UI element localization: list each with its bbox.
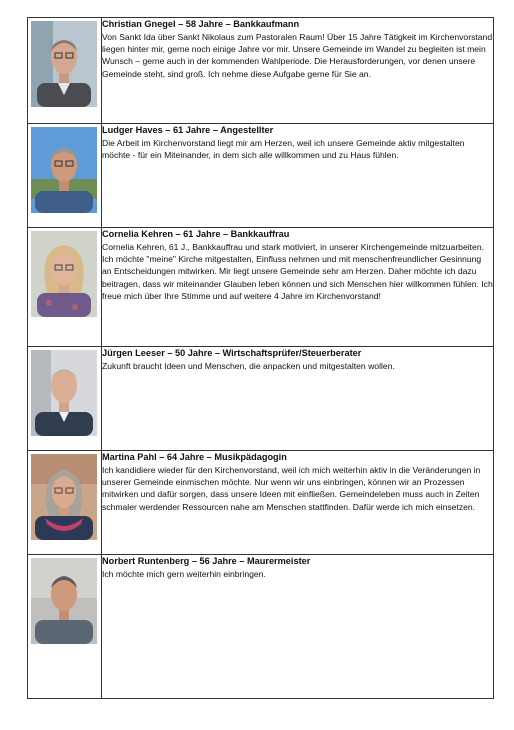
candidate-row	[28, 555, 494, 699]
candidate-row	[28, 347, 494, 451]
candidate-heading: Jürgen Leeser – 50 Jahre – Wirtschaftsprüfer/Steuerberater	[102, 348, 362, 358]
candidate-heading: Cornelia Kehren – 61 Jahre – Bankkauffrau	[102, 229, 290, 239]
candidate-bio: Die Arbeit im Kirchenvorstand liegt mir am Herzen, weil ich unsere Gemeinde aktiv mitgestalten möchte - für ein Miteinander, in dem sich alle willkommen und zu Haus fühlen.	[102, 137, 465, 160]
candidate-table	[27, 17, 494, 699]
candidate-heading: Martina Pahl – 64 Jahre – Musikpädagogin	[102, 452, 287, 462]
candidate-photo	[31, 231, 97, 317]
candidate-bio: Zukunft braucht Ideen und Menschen, die anpacken und mitgestalten wollen.	[102, 360, 395, 371]
candidate-bio: Ich kandidiere wieder für den Kirchenvorstand, weil ich mich weiterhin aktiv in die Veränderungen in unserer Gemeinde einmischen möchte. Nur wenn wir uns einbringen, können wir an Prozessen mitwirken und dafür sorgen, dass unsere Ideen mit einfließen. Gemeindeleben muss auch in Zeiten schmaler werdender Ressourcen nahe am Menschen stattfinden. Dafür werde ich mich einsetzen.	[102, 464, 481, 512]
candidate-row	[28, 228, 494, 347]
candidate-photo	[31, 454, 97, 540]
candidate-heading: Norbert Runtenberg – 56 Jahre – Maurermeister	[102, 556, 311, 566]
candidate-row	[28, 124, 494, 228]
candidate-photo	[31, 350, 97, 436]
candidate-photo	[31, 127, 97, 213]
candidate-photo	[31, 558, 97, 644]
candidate-photo	[31, 21, 97, 107]
candidate-bio: Von Sankt Ida über Sankt Nikolaus zum Pastoralen Raum! Über 15 Jahre Tätigkeit im Kirchenvorstand liegen hinter mir, gerne noch einige Jahre vor mir. Unsere Gemeinde im Wandel zu begleiten ist mein Wunsch – gerne auch in der kommenden Wahlperiode. Die Herausforderungen, vor denen unsere Gemeinde steht, sind groß. Ich nehme diese Aufgabe gerne für Sie an.	[102, 31, 493, 79]
candidate-row	[28, 18, 494, 124]
candidate-heading: Christian Gnegel – 58 Jahre – Bankkaufmann	[102, 19, 300, 29]
candidate-bio: Ich möchte mich gern weiterhin einbringen.	[102, 568, 266, 579]
candidate-bio: Cornelia Kehren, 61 J., Bankkauffrau und stark motiviert, in unserer Kirchengemeinde mitzuarbeiten. Ich möchte "meine" Kirche mitgestalten, Einfluss nehmen und mit menschenfreundlicher Gesinnung an Entscheidungen mitwirken. Mir liegt unsere Gemeinde sehr am Herzen. Daher möchte ich dazu beitragen, dass wir miteinander Glauben leben können und sich Menschen hier willkommen fühlen. Ich freue mich über Ihre Stimme und auf weitere 4 Jahre im Kirchenvorstand!	[102, 241, 493, 302]
candidate-heading: Ludger Haves – 61 Jahre – Angestellter	[102, 125, 274, 135]
candidate-row	[28, 451, 494, 555]
